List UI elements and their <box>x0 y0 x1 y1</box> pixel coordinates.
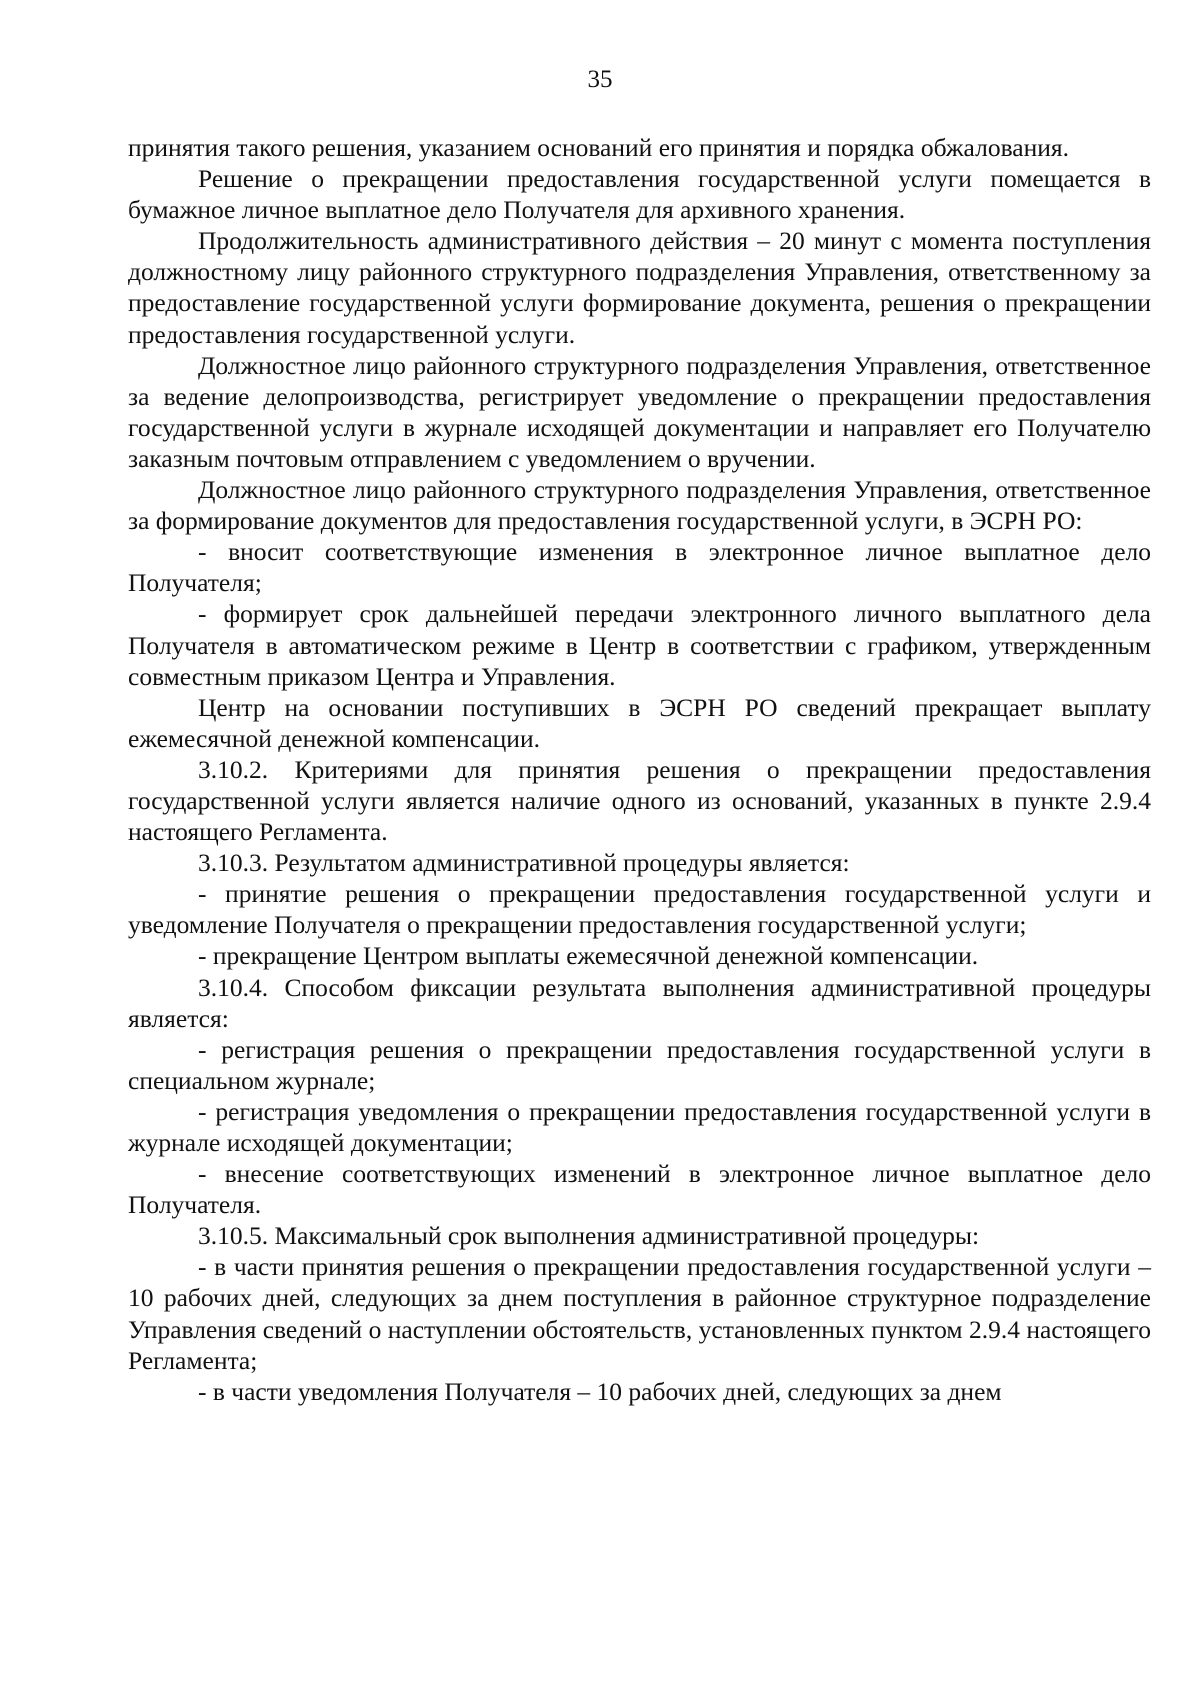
list-item: - в части принятия решения о прекращении предоставления государственной услуги – 10 рабочих дней, следующих за днем поступления в районное структурное подразделение Управления сведений о наступлении обстоятельств, установленных пунктом 2.9.4 настоящего Регламента; <box>128 1252 1151 1375</box>
list-item: - регистрация уведомления о прекращении предоставления государственной услуги в журнале исходящей документации; <box>128 1096 1151 1157</box>
list-item: - в части уведомления Получателя – 10 рабочих дней, следующих за днем <box>198 1376 1002 1406</box>
list-item: - регистрация решения о прекращении предоставления государственной услуги в специальном журнале; <box>128 1034 1151 1095</box>
document-body <box>128 132 1151 1407</box>
list-item: - прекращение Центром выплаты ежемесячной денежной компенсации. <box>198 941 979 971</box>
paragraph-center-payment: Центр на основании поступивших в ЭСРН РО сведений прекращает выплату ежемесячной денежной компенсации. <box>128 692 1151 753</box>
paragraph-duration: Продолжительность административного действия – 20 минут с момента поступления должностному лицу районного структурного подразделения Управления, ответственному за предоставление государственной услуги формирование документа, решения о прекращении предоставления государственной услуги. <box>128 226 1151 349</box>
clause-3-10-2: 3.10.2. Критериями для принятия решения о прекращении предоставления государственной услуги является наличие одного из оснований, указанных в пункте 2.9.4 настоящего Регламента. <box>128 754 1151 847</box>
clause-3-10-3: 3.10.3. Результатом административной процедуры является: <box>198 848 850 878</box>
list-item: - внесение соответствующих изменений в электронное личное выплатное дело Получателя. <box>128 1159 1151 1220</box>
list-item: - вносит соответствующие изменения в электронное личное выплатное дело Получателя; <box>128 537 1151 598</box>
paragraph-decision-archive: Решение о прекращении предоставления государственной услуги помещается в бумажное личное выплатное дело Получателя для архивного хранения. <box>128 164 1151 225</box>
paragraph-esrn-official: Должностное лицо районного структурного подразделения Управления, ответственное за формирование документов для предоставления государственной услуги, в ЭСРН РО: <box>128 475 1151 536</box>
clause-3-10-5: 3.10.5. Максимальный срок выполнения административной процедуры: <box>198 1221 980 1251</box>
list-item: - принятие решения о прекращении предоставления государственной услуги и уведомление Получателя о прекращении предоставления государственной услуги; <box>128 879 1151 940</box>
paragraph-continuation: принятия такого решения, указанием оснований его принятия и порядка обжалования. <box>128 133 1069 162</box>
paragraph-registration: Должностное лицо районного структурного подразделения Управления, ответственное за ведение делопроизводства, регистрирует уведомление о прекращении предоставления государственной услуги в журнале исходящей документации и направляет его Получателю заказным почтовым отправлением с уведомлением о вручении. <box>128 350 1151 473</box>
list-item: - формирует срок дальнейшей передачи электронного личного выплатного дела Получателя в автоматическом режиме в Центр в соответствии с графиком, утвержденным совместным приказом Центра и Управления. <box>128 599 1151 691</box>
clause-3-10-4: 3.10.4. Способом фиксации результата выполнения административной процедуры является: <box>128 972 1151 1033</box>
page-number: 35 <box>587 66 613 93</box>
